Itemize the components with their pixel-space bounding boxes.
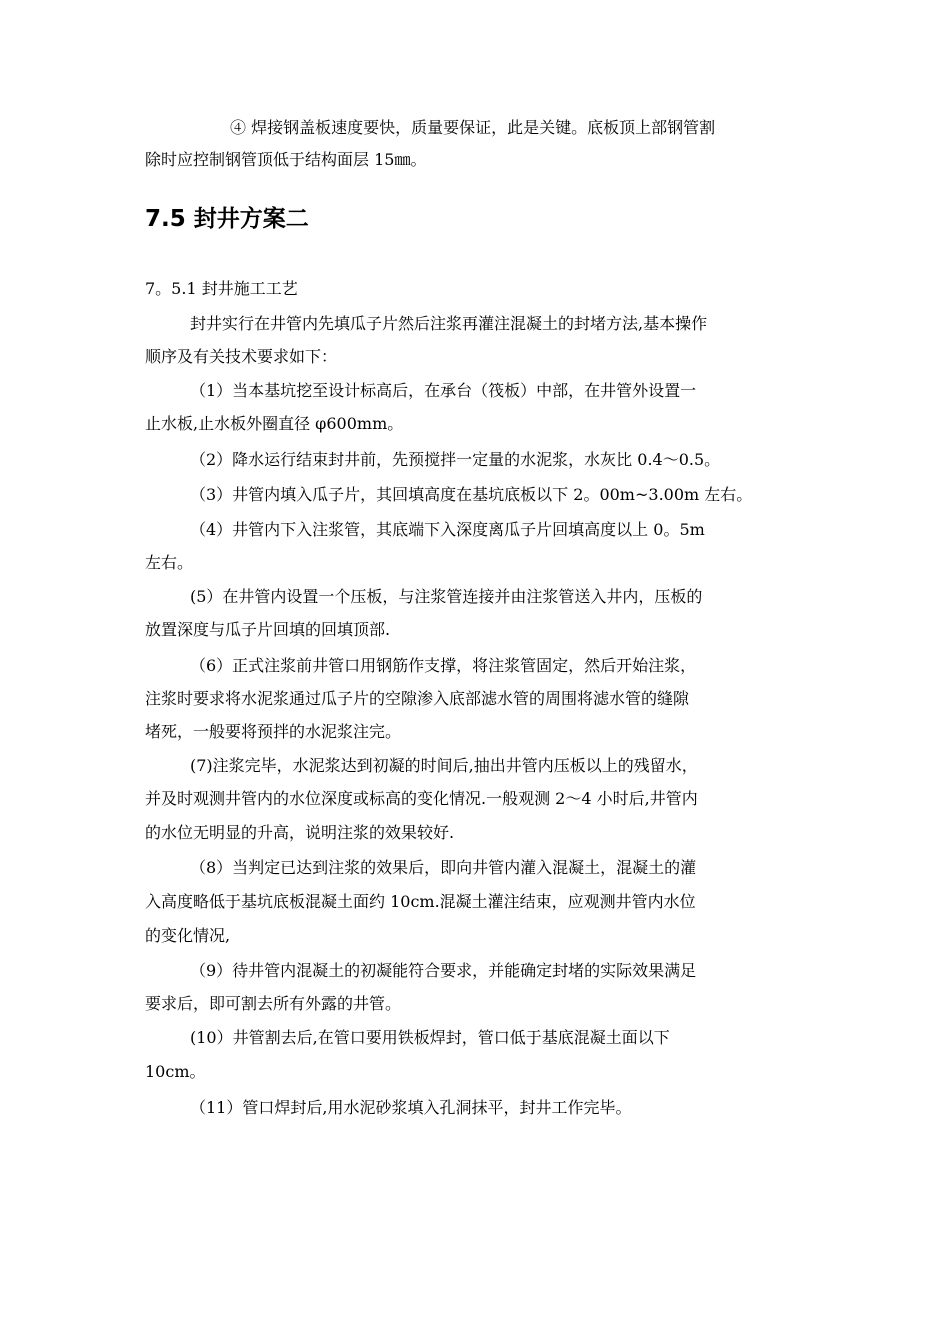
paragraph-line: 入高度略低于基坑底板混凝土面约 10cm.混凝土灌注结束，应观测井管内水位 [145,892,696,911]
list-item-9: （9）待井管内混凝土的初凝能符合要求，并能确定封堵的实际效果满足 [190,961,697,980]
paragraph-line: 封井实行在井管内先填瓜子片然后注浆再灌注混凝土的封堵方法,基本操作 [190,314,708,333]
paragraph-line: 注浆时要求将水泥浆通过瓜子片的空隙渗入底部滤水管的周围将滤水管的缝隙 [145,689,690,708]
paragraph-line: 止水板,止水板外圈直径 φ600mm。 [145,414,404,433]
paragraph-line: 要求后，即可割去所有外露的井管。 [145,994,402,1013]
list-item-10: (10）井管割去后,在管口要用铁板焊封，管口低于基底混凝土面以下 [190,1028,670,1047]
list-item-4: （4）井管内下入注浆管，其底端下入深度离瓜子片回填高度以上 0。5m [190,520,705,539]
section-heading: 7.5 封井方案二 [145,206,309,232]
paragraph-line: 除时应控制钢管顶低于结构面层 15㎜。 [145,150,427,169]
paragraph-line: 左右。 [145,553,194,572]
paragraph-line: 并及时观测井管内的水位深度或标高的变化情况.一般观测 2～4 小时后,井管内 [145,789,698,808]
list-item-11: （11）管口焊封后,用水泥砂浆填入孔洞抹平，封井工作完毕。 [190,1098,632,1117]
paragraph-line: 的变化情况, [145,926,231,945]
paragraph-line: 堵死，一般要将预拌的水泥浆注完。 [145,722,402,741]
paragraph-line: 的水位无明显的升高，说明注浆的效果较好. [145,823,455,842]
list-item-2: （2）降水运行结束封井前，先预搅拌一定量的水泥浆，水灰比 0.4～0.5。 [190,450,721,469]
paragraph-line: 放置深度与瓜子片回填的回填顶部. [145,620,391,639]
subsection-title: 7。5.1 封井施工工艺 [145,279,298,298]
list-item-6: （6）正式注浆前井管口用钢筋作支撑，将注浆管固定，然后开始注浆， [190,656,697,675]
list-item-1: （1）当本基坑挖至设计标高后，在承台（筏板）中部，在井管外设置一 [190,381,697,400]
paragraph-line: 顺序及有关技术要求如下： [145,347,338,366]
list-item-5: (5）在井管内设置一个压板，与注浆管连接并由注浆管送入井内，压板的 [190,587,703,606]
list-item-7: (7)注浆完毕，水泥浆达到初凝的时间后,抽出井管内压板以上的残留水， [190,756,698,775]
paragraph-line: ④ 焊接钢盖板速度要快，质量要保证，此是关键。底板顶上部钢管割 [230,118,716,137]
paragraph-line: 10cm。 [145,1062,206,1081]
list-item-3: （3）井管内填入瓜子片，其回填高度在基坑底板以下 2。00m~3.00m 左右。 [190,485,753,504]
list-item-8: （8）当判定已达到注浆的效果后，即向井管内灌入混凝土，混凝土的灌 [190,858,697,877]
